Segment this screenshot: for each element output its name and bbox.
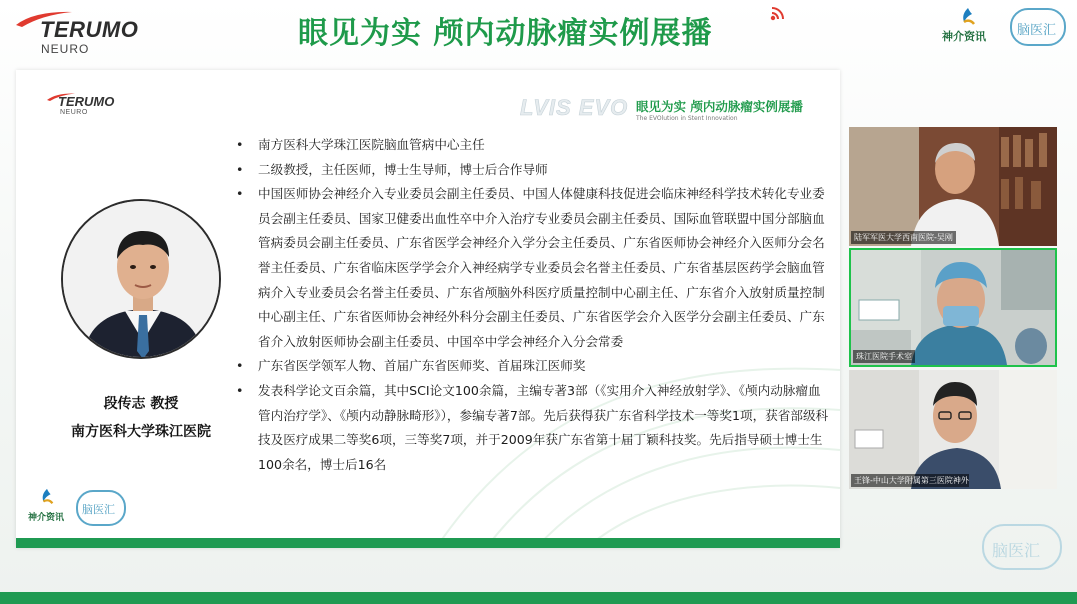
slide-header	[520, 92, 830, 128]
slide-shenjie-logo-text: 神介资讯	[28, 513, 65, 523]
slide-naoyihui-logo	[76, 490, 126, 526]
watermark-text: 脑医汇	[992, 541, 1041, 560]
banner-title: 眼见为实 颅内动脉瘤实例展播	[298, 16, 713, 51]
bio-item: • 中国医师协会神经介入专业委员会副主任委员、中国人体健康科技促进会临床神经科学技术转化专业委员会副主任委员、国家卫健委出血性卒中介入治疗专业委员会副主任委员、国际血管联盟中国分部脑血管病委员会副主任委员、广东省医学会神经介入学分会主任委员、广东省医师协会神经介入医师分会名誉主任委员、广东省临床医学学会介入神经病学专业委员会名誉主任委员、广东省基层医药学会脑血管病介入专业委员会名誉主任委员、广东省颅脑外科医疗质量控制中心副主任、广东省介入放射质量控制中心副主任、广东省医师协会神经外科分会副主任委员、广东省医学会介入医学分会副主任委员、广东省介入放射医师协会副主任委员、中国卒中学会神经介入分会常委	[234, 182, 830, 354]
lvis-evo-wordmark: LVIS EVO	[520, 95, 629, 120]
bio-item: • 发表科学论文百余篇，其中SCI论文100余篇，主编专著3部（《实用介入神经放射学》、《颅内动脉瘤血管内治疗学》、《颅内动静脉畸形》），参编专著7部。先后获得获广东省科学技术一等奖1项，获省部级科技及医疗成果二等奖6项，三等奖7项，并于2009年获广东省第十届丁颖科技奖。先后指导硕士博士生100余名，博士后16名	[234, 379, 830, 477]
shenjie-mark-icon	[958, 6, 978, 28]
participant-name-label: 珠江医院手术室	[853, 350, 915, 363]
bio-item: • 南方医科大学珠江医院脑血管病中心主任	[234, 133, 830, 158]
participant-name-label: 王锋-中山大学附属第三医院神外	[851, 474, 969, 487]
participant-video-frame	[849, 127, 1057, 246]
terumo-neuro-logo	[14, 9, 164, 55]
speaker-portrait	[61, 199, 221, 359]
speaker-bio-list	[234, 133, 830, 477]
naoyihui-watermark	[982, 524, 1062, 570]
broadcast-icon	[768, 3, 790, 23]
slide-shenjie-mark-icon	[38, 487, 56, 507]
naoyihui-logo-text: 脑医汇	[1017, 23, 1057, 38]
shenjie-zixun-logo	[938, 6, 998, 46]
bio-item: • 广东省医学领军人物、首届广东省医师奖、首届珠江医师奖	[234, 354, 830, 379]
brand-sub: NEURO	[41, 42, 90, 56]
naoyihui-logo	[1010, 8, 1066, 46]
page-footer-bar	[0, 592, 1077, 604]
slide-brand-sub: NEURO	[60, 109, 88, 116]
speaker-organization: 南方医科大学珠江医院	[71, 424, 211, 440]
speaker-name: 段传志 教授	[103, 396, 179, 412]
participant-video-frame	[849, 370, 1057, 489]
slide-footer-bar	[16, 538, 840, 548]
slide-title: 眼见为实 颅内动脉瘤实例展播	[636, 99, 803, 114]
presentation-slide	[16, 70, 840, 548]
slide-naoyihui-logo-text: 脑医汇	[82, 503, 115, 516]
participant-name-label: 陆军军医大学西南医院-吴刚	[851, 231, 956, 244]
shenjie-logo-text: 神介资讯	[942, 30, 986, 43]
participant-video-frame	[851, 250, 1055, 365]
speaker-photo-illustration	[63, 201, 221, 359]
slide-shenjie-logo	[28, 487, 68, 527]
brand-name: TERUMO	[40, 17, 139, 42]
slide-tagline: The EVOlution in Stent Innovation	[636, 115, 738, 122]
participant-video-tile[interactable]	[849, 370, 1057, 489]
participant-video-tile-active[interactable]	[849, 248, 1057, 367]
participant-video-tile[interactable]	[849, 127, 1057, 246]
slide-brand-name: TERUMO	[58, 94, 115, 109]
bio-item: • 二级教授，主任医师，博士生导师，博士后合作导师	[234, 158, 830, 183]
